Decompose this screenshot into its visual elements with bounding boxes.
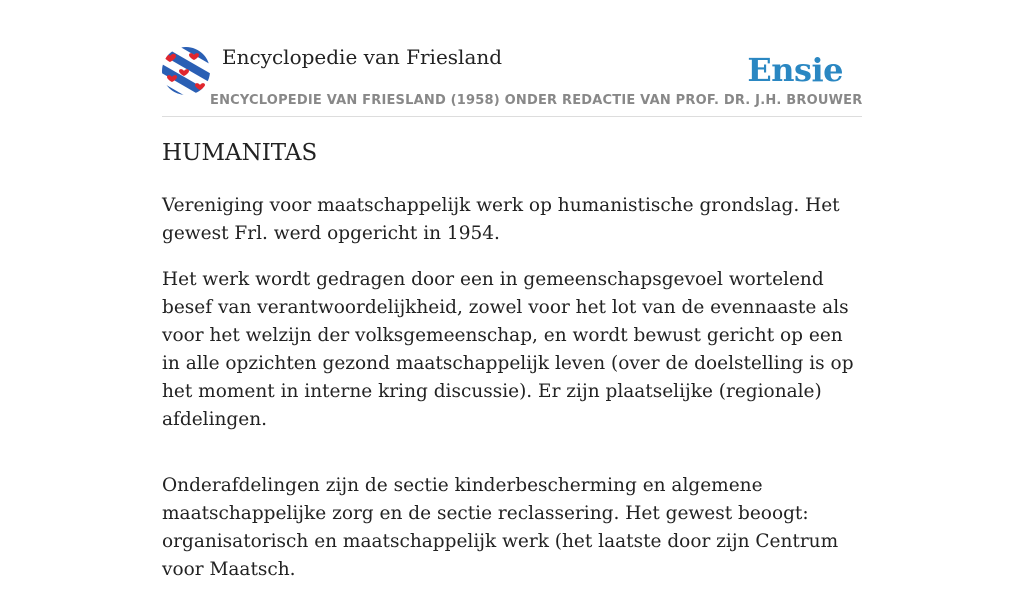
entry-paragraph-2: Het werk wordt gedragen door een in gemeenschapsgevoel wortelend besef van verantwoordelijkheid, zowel voor het lot van de evennaaste als voor het welzijn der volksgemeenschap, en wordt bewust gericht op een in alle opzichten gezond maatschappelijk leven (over de doelstelling is op het moment in interne kring discussie). Er zijn plaatselijke (regionale) afdelingen. [162,269,854,430]
site-title[interactable]: Encyclopedie van Friesland [222,45,503,69]
entry-body [162,192,862,602]
entry-paragraph-1: Vereniging voor maatschappelijk werk op humanistische grondslag. Het gewest Frl. werd opgericht in 1954. [162,195,840,244]
entry-title: HUMANITAS [162,140,318,166]
site-subtitle: ENCYCLOPEDIE VAN FRIESLAND (1958) ONDER REDACTIE VAN PROF. DR. J.H. BROUWER [210,93,863,108]
header [162,0,862,117]
entry-paragraph-3: Onderafdelingen zijn de sectie kinderbescherming en algemene maatschappelijke zorg en de sectie reclassering. Het gewest beoogt: organisatorisch en maatschappelijk werk (het laatste door zijn Centrum voor Maatsch. [162,475,839,580]
brand-logo-text[interactable]: Ensie [747,51,843,89]
frisian-flag-logo-icon[interactable] [162,47,210,95]
page [162,0,863,580]
